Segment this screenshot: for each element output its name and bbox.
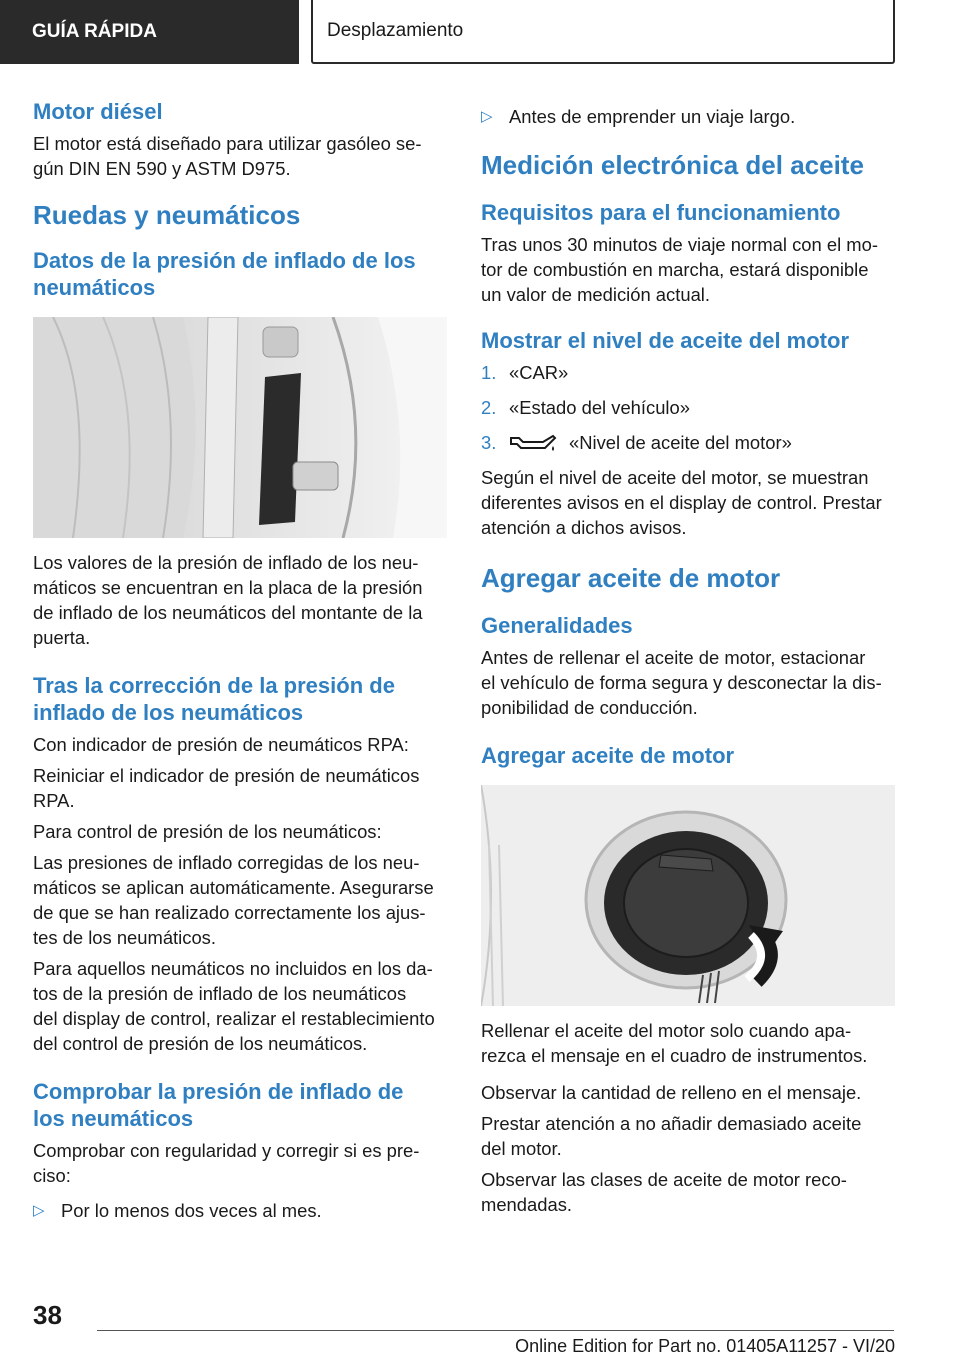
door-pillar-image	[33, 317, 447, 538]
heading-add-oil-sub: Agregar aceite de motor	[481, 743, 735, 768]
triangle-right-icon: ▷	[481, 108, 493, 125]
heading-check-pressure: Comprobar la presión de inflado de los neumáticos	[33, 1079, 404, 1131]
paragraph-diesel: El motor está diseñado para utilizar gasóleo se- gún DIN EN 590 y ASTM D975.	[33, 133, 422, 179]
oil-can-icon	[509, 432, 557, 454]
paragraph-before-refill: Antes de rellenar el aceite de motor, estacionar el vehículo de forma segura y desconectar la dis- ponibilidad de conducción.	[481, 647, 882, 718]
list-item	[33, 1198, 447, 1223]
bullet-text: Antes de emprender un viaje largo.	[509, 106, 796, 127]
heading-diesel-engine: Motor diésel	[33, 99, 163, 124]
paragraph-with-rpa: Con indicador de presión de neumáticos RPA:	[33, 734, 409, 755]
list-item	[481, 360, 895, 385]
step-text: «Nivel de aceite del motor»	[569, 432, 792, 453]
bullet-text: Por lo menos dos veces al mes.	[61, 1200, 322, 1221]
step-number: 2.	[481, 397, 497, 418]
paragraph-30-minutes: Tras unos 30 minutos de viaje normal con el mo- tor de combustión en marcha, estará disponible un valor de medición actual.	[481, 234, 878, 305]
paragraph-pressure-control: Para control de presión de los neumáticos:	[33, 821, 382, 842]
heading-electronic-oil-measurement: Medición electrónica del aceite	[481, 150, 864, 180]
page-number: 38	[33, 1300, 62, 1330]
paragraph-oil-grades: Observar las clases de aceite de motor reco- mendadas.	[481, 1169, 847, 1215]
right-column	[481, 98, 895, 1217]
list-item	[481, 395, 895, 420]
footer-edition: Online Edition for Part no. 01405A11257 - VI/20	[515, 1336, 895, 1356]
paragraph-tire-plate: Los valores de la presión de inflado de los neu- máticos se encuentran en la placa de la presión de inflado de los neumáticos del montante de la puerta.	[33, 552, 423, 648]
heading-general: Generalidades	[481, 613, 633, 638]
paragraph-check-regularly: Comprobar con regularidad y corregir si es pre- ciso:	[33, 1140, 420, 1186]
triangle-right-icon: ▷	[33, 1202, 45, 1219]
chapter-title: Desplazamiento	[327, 20, 464, 41]
paragraph-unlisted-tires: Para aquellos neumáticos no incluidos en los da- tos de la presión de inflado de los neumáticos del display de control, realizar el restablecimiento del control de presión de los neumáticos.	[33, 958, 435, 1054]
oil-cap-image	[481, 785, 895, 1006]
paragraph-corrected-pressures: Las presiones de inflado corregidas de los neu- máticos se aplican automáticamente. Asegurarse de que se han realizado correctamente los ajus- tes de los neumáticos.	[33, 852, 434, 948]
step-text: «CAR»	[509, 362, 569, 383]
paragraph-refill-when-message: Rellenar el aceite del motor solo cuando apa- rezca el mensaje en el cuadro de instrumentos.	[481, 1020, 868, 1066]
step-number: 3.	[481, 432, 497, 453]
paragraph-oil-level-messages: Según el nivel de aceite del motor, se muestran diferentes avisos en el display de control. Prestar atención a dichos avisos.	[481, 467, 882, 538]
paragraph-observe-quantity: Observar la cantidad de relleno en el mensaje.	[481, 1082, 862, 1103]
left-column	[33, 98, 447, 1223]
list-item	[481, 104, 895, 129]
heading-show-oil-level: Mostrar el nivel de aceite del motor	[481, 328, 850, 353]
paragraph-do-not-overfill: Prestar atención a no añadir demasiado aceite del motor.	[481, 1113, 862, 1159]
chapter-tab	[311, 0, 895, 64]
step-number: 1.	[481, 362, 497, 383]
heading-add-oil-main: Agregar aceite de motor	[481, 563, 781, 593]
footer-divider	[97, 1330, 894, 1331]
section-title: GUÍA RÁPIDA	[32, 21, 157, 42]
door-pillar-illustration	[33, 317, 447, 538]
step-text: «Estado del vehículo»	[509, 397, 690, 418]
section-tab	[0, 0, 299, 64]
paragraph-reset-rpa: Reiniciar el indicador de presión de neumáticos RPA.	[33, 765, 420, 811]
heading-requirements: Requisitos para el funcionamiento	[481, 200, 841, 225]
list-item	[481, 430, 895, 455]
heading-tire-pressure-data: Datos de la presión de inflado de los neumáticos	[33, 248, 416, 300]
heading-wheels-tires: Ruedas y neumáticos	[33, 200, 301, 230]
oil-filler-cap-illustration	[481, 785, 895, 1006]
heading-after-correction: Tras la corrección de la presión de inflado de los neumáticos	[33, 673, 395, 725]
